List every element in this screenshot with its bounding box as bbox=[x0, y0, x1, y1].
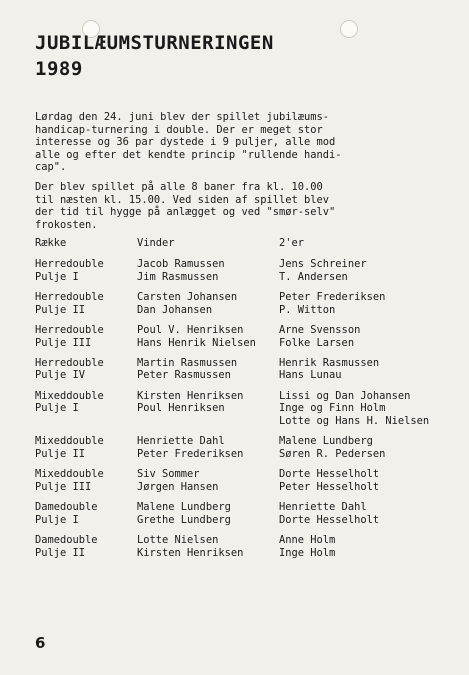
table-row bbox=[35, 534, 455, 560]
runner-up-cell bbox=[279, 435, 385, 461]
runner-up-cell-line: Dorte Hesselholt bbox=[279, 468, 380, 481]
category-cell bbox=[35, 501, 98, 527]
results-table bbox=[35, 258, 455, 567]
runner-up-cell bbox=[279, 534, 335, 560]
category-cell-line: Damedouble bbox=[35, 501, 98, 514]
runner-up-cell-line: Peter Frederiksen bbox=[279, 290, 386, 303]
category-cell-line: Pulje I bbox=[35, 270, 79, 283]
category-cell-line: Herredouble bbox=[35, 356, 104, 369]
winner-cell-line: Lotte Nielsen bbox=[137, 533, 219, 546]
runner-up-cell-line: Folke Larsen bbox=[279, 336, 355, 349]
runner-up-cell-line: Henrik Rasmussen bbox=[279, 356, 380, 369]
category-cell bbox=[35, 291, 104, 317]
runner-up-cell-line: Inge og Finn Holm bbox=[279, 402, 386, 415]
winner-cell-line: Jørgen Hansen bbox=[137, 480, 219, 493]
winner-cell-line: Peter Rasmussen bbox=[137, 369, 231, 382]
winner-cell-line: Martin Rasmussen bbox=[137, 356, 238, 369]
category-cell-line: Pulje III bbox=[35, 480, 92, 493]
category-cell-line: Pulje II bbox=[35, 546, 86, 559]
category-cell-line: Pulje IV bbox=[35, 369, 86, 382]
table-row bbox=[35, 435, 455, 461]
winner-cell-line: Peter Frederiksen bbox=[137, 448, 244, 461]
runner-up-cell-line: P. Witton bbox=[279, 303, 336, 316]
page-number: 6 bbox=[35, 634, 46, 652]
intro-paragraph: Lørdag den 24. juni blev der spillet jubilæums- handicap-turnering i double. Der er meget stor interesse og 36 par dystede i 9 puljer, alle mod alle og efter det kendte princip "rullende handi- cap". bbox=[35, 111, 342, 174]
page-title bbox=[35, 30, 274, 82]
winner-cell-line: Siv Sommer bbox=[137, 468, 200, 481]
table-row bbox=[35, 390, 455, 428]
category-cell-line: Herredouble bbox=[35, 290, 104, 303]
category-cell bbox=[35, 258, 104, 284]
runner-up-cell-line: Anne Holm bbox=[279, 533, 336, 546]
winner-cell-line: Dan Johansen bbox=[137, 303, 213, 316]
category-cell bbox=[35, 468, 104, 494]
category-cell-line: Pulje I bbox=[35, 513, 79, 526]
runner-up-cell-line: Henriette Dahl bbox=[279, 501, 367, 514]
schedule-paragraph: Der blev spillet på alle 8 baner fra kl. 10.00 til næsten kl. 15.00. Ved siden af spillet blev der tid til hygge på anlægget og ved "smør-selv" frokosten. bbox=[35, 181, 336, 231]
category-cell bbox=[35, 357, 104, 383]
runner-up-cell-line: Malene Lundberg bbox=[279, 435, 373, 448]
runner-up-cell bbox=[279, 324, 360, 350]
winner-cell bbox=[137, 534, 243, 560]
table-row bbox=[35, 324, 455, 350]
category-cell-line: Pulje II bbox=[35, 303, 86, 316]
category-cell-line: Herredouble bbox=[35, 258, 104, 270]
category-cell-line: Damedouble bbox=[35, 533, 98, 546]
table-row bbox=[35, 501, 455, 527]
winner-cell-line: Poul V. Henriksen bbox=[137, 323, 244, 336]
winner-cell bbox=[137, 390, 243, 416]
runner-up-cell-line: Lissi og Dan Johansen bbox=[279, 389, 411, 402]
runner-up-cell-line: T. Andersen bbox=[279, 270, 348, 283]
winner-cell-line: Grethe Lundberg bbox=[137, 513, 231, 526]
runner-up-cell bbox=[279, 468, 379, 494]
category-cell bbox=[35, 534, 98, 560]
category-cell bbox=[35, 324, 104, 350]
runner-up-cell bbox=[279, 390, 429, 428]
category-cell-line: Mixeddouble bbox=[35, 435, 104, 448]
winner-cell-line: Jacob Ramussen bbox=[137, 258, 225, 270]
category-cell-line: Mixeddouble bbox=[35, 389, 104, 402]
column-header-second: 2'er bbox=[279, 237, 305, 249]
binder-hole bbox=[340, 20, 358, 38]
runner-up-cell-line: Inge Holm bbox=[279, 546, 336, 559]
table-row bbox=[35, 357, 455, 383]
winner-cell bbox=[137, 468, 218, 494]
table-row bbox=[35, 258, 455, 284]
winner-cell-line: Henriette Dahl bbox=[137, 435, 225, 448]
winner-cell-line: Malene Lundberg bbox=[137, 501, 231, 514]
category-cell bbox=[35, 435, 104, 461]
winner-cell-line: Kirsten Henriksen bbox=[137, 546, 244, 559]
runner-up-cell-line: Lotte og Hans H. Nielsen bbox=[279, 415, 430, 428]
column-header-category: Række bbox=[35, 237, 67, 249]
winner-cell bbox=[137, 357, 237, 383]
winner-cell bbox=[137, 435, 243, 461]
runner-up-cell-line: Jens Schreiner bbox=[279, 258, 367, 270]
table-row bbox=[35, 291, 455, 317]
category-cell-line: Pulje II bbox=[35, 448, 86, 461]
runner-up-cell-line: Søren R. Pedersen bbox=[279, 448, 386, 461]
winner-cell-line: Carsten Johansen bbox=[137, 290, 238, 303]
winner-cell bbox=[137, 324, 256, 350]
runner-up-cell-line: Peter Hesselholt bbox=[279, 480, 380, 493]
winner-cell-line: Kirsten Henriksen bbox=[137, 389, 244, 402]
column-header-winner: Vinder bbox=[137, 237, 175, 249]
runner-up-cell-line: Dorte Hesselholt bbox=[279, 513, 380, 526]
runner-up-cell bbox=[279, 357, 379, 383]
category-cell-line: Mixeddouble bbox=[35, 468, 104, 481]
runner-up-cell bbox=[279, 501, 379, 527]
category-cell-line: Pulje III bbox=[35, 336, 92, 349]
category-cell-line: Pulje I bbox=[35, 402, 79, 415]
title-line-1: JUBILÆUMSTURNERINGEN bbox=[35, 32, 274, 54]
table-row bbox=[35, 468, 455, 494]
category-cell bbox=[35, 390, 104, 416]
winner-cell-line: Hans Henrik Nielsen bbox=[137, 336, 256, 349]
winner-cell bbox=[137, 291, 237, 317]
winner-cell-line: Poul Henriksen bbox=[137, 402, 225, 415]
category-cell-line: Herredouble bbox=[35, 323, 104, 336]
runner-up-cell bbox=[279, 291, 385, 317]
winner-cell-line: Jim Rasmussen bbox=[137, 270, 219, 283]
runner-up-cell-line: Arne Svensson bbox=[279, 323, 361, 336]
winner-cell bbox=[137, 258, 225, 284]
title-line-2: 1989 bbox=[35, 58, 83, 80]
runner-up-cell bbox=[279, 258, 367, 284]
runner-up-cell-line: Hans Lunau bbox=[279, 369, 342, 382]
winner-cell bbox=[137, 501, 231, 527]
